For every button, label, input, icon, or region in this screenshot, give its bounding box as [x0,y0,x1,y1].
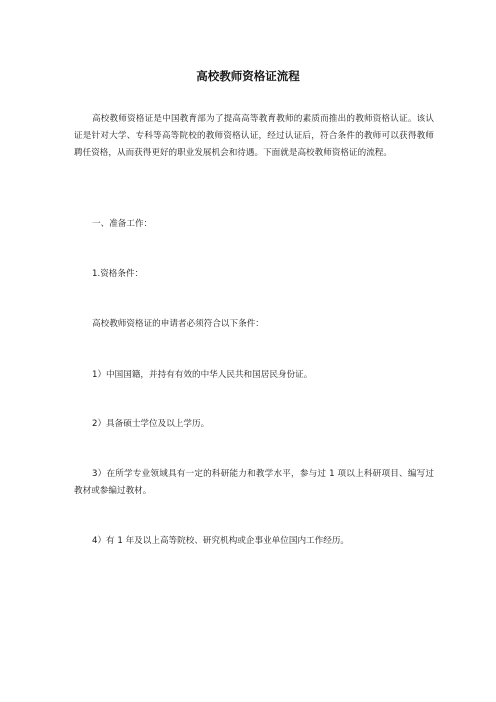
condition-item-2: 2）具备硕士学位及以上学历。 [92,419,210,429]
section-heading: 一、准备工作： [92,219,153,229]
condition-item-4: 4）有 1 年及以上高等院校、研究机构或企事业单位国内工作经历。 [92,536,350,546]
document-title: 高校教师资格证流程 [196,69,300,83]
condition-item-3: 3）在所学专业领域具有一定的科研能力和教学水平，参与过 1 项以上科研项目、编写过教材或参编过教材。 [74,469,434,496]
condition-item-1: 1）中国国籍，并持有有效的中华人民共和国居民身份证。 [92,370,313,380]
condition-intro: 高校教师资格证的申请者必须符合以下条件： [92,319,264,329]
subsection-heading: 1.资格条件： [92,269,144,279]
intro-paragraph: 高校教师资格证是中国教育部为了提高高等教育教师的素质而推出的教师资格认证。该认证是针对大学、专科等高等院校的教师资格认证，经过认证后，符合条件的教师可以获得教师聘任资格，从而获得更好的职业发展机会和待遇。下面就是高校教师资格证的流程。 [74,114,434,158]
